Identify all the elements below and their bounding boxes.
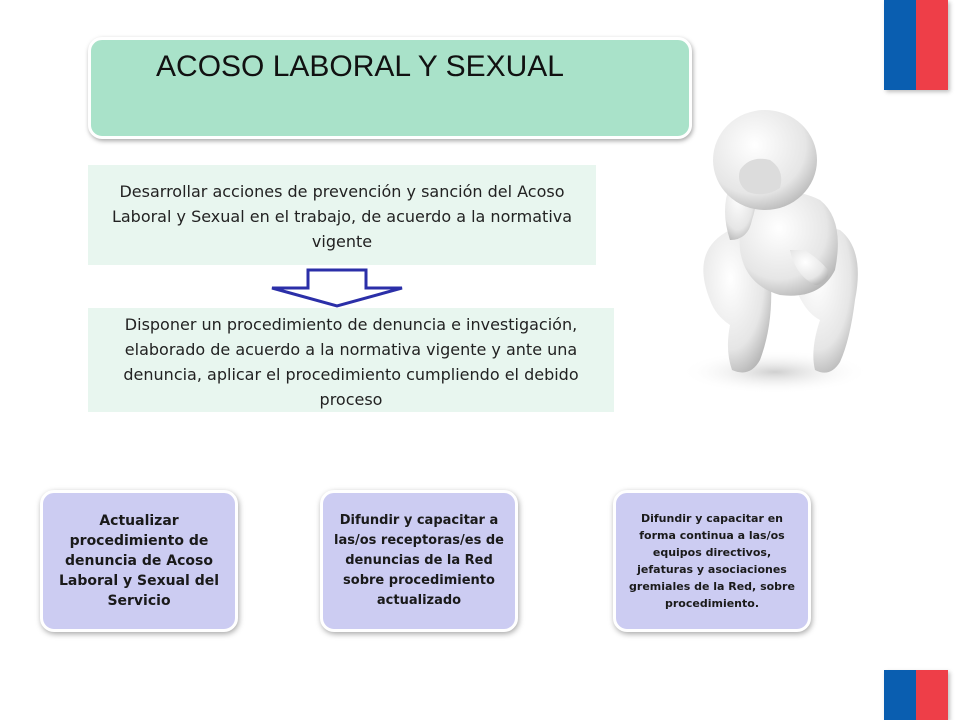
- distressed-person-illustration: [670, 100, 870, 400]
- flag-top: [884, 0, 948, 90]
- flag-bottom: [884, 670, 948, 720]
- node-update-procedure: Actualizar procedimiento de denuncia de Acoso Laboral y Sexual del Servicio: [40, 490, 238, 632]
- procedure-box: Disponer un procedimiento de denuncia e investigación, elaborado de acuerdo a la normativa vigente y ante una denuncia, aplicar el procedimiento cumpliendo el debido proceso: [88, 308, 614, 412]
- page-title: ACOSO LABORAL Y SEXUAL: [156, 50, 564, 83]
- flag-red-stripe: [916, 0, 948, 90]
- node-train-directors: Difundir y capacitar en forma continua a las/os equipos directivos, jefaturas y asociaciones gremiales de la Red, sobre procedimiento.: [613, 490, 811, 632]
- down-arrow-icon: [266, 268, 408, 310]
- objective-box: Desarrollar acciones de prevención y sanción del Acoso Laboral y Sexual en el trabajo, de acuerdo a la normativa vigente: [88, 165, 596, 265]
- title-box: [88, 37, 692, 139]
- flag-blue-stripe: [884, 0, 916, 90]
- flag-blue-stripe: [884, 670, 916, 720]
- flag-red-stripe: [916, 670, 948, 720]
- node-train-receivers: Difundir y capacitar a las/os receptoras/es de denuncias de la Red sobre procedimiento actualizado: [320, 490, 518, 632]
